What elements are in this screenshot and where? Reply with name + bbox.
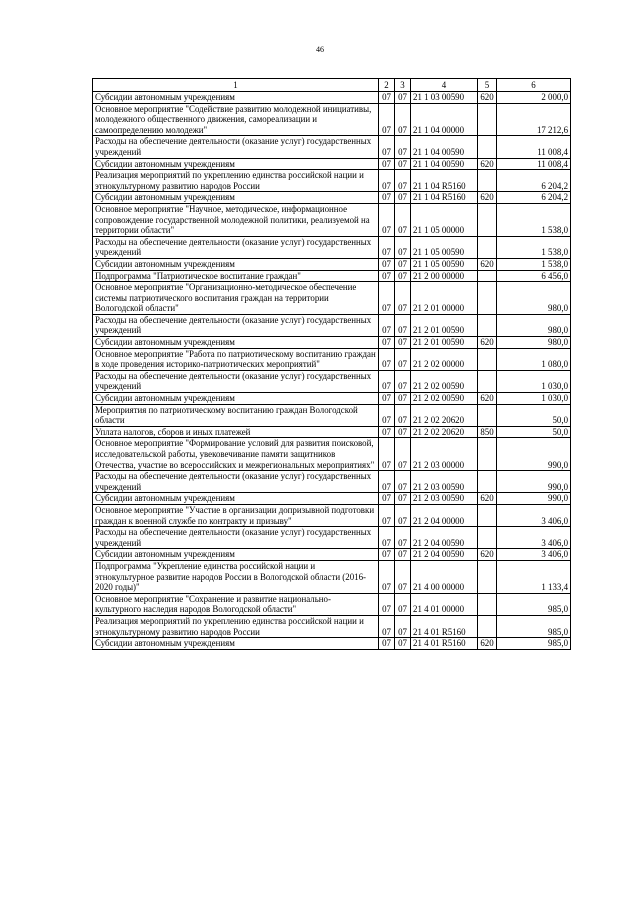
row-section: 07 bbox=[379, 203, 395, 236]
row-code: 21 4 00 00000 bbox=[411, 560, 478, 593]
budget-table-body bbox=[93, 92, 571, 650]
table-row bbox=[93, 203, 571, 236]
row-expense-type: 620 bbox=[478, 493, 497, 505]
row-name: Субсидии автономным учреждениям bbox=[93, 337, 379, 349]
row-expense-type bbox=[478, 348, 497, 370]
row-amount: 3 406,0 bbox=[497, 549, 571, 561]
row-expense-type: 620 bbox=[478, 92, 497, 104]
row-subsection: 07 bbox=[395, 438, 411, 471]
table-row bbox=[93, 615, 571, 637]
row-subsection: 07 bbox=[395, 426, 411, 438]
row-code: 21 2 04 00590 bbox=[411, 527, 478, 549]
row-section: 07 bbox=[379, 504, 395, 526]
row-section: 07 bbox=[379, 270, 395, 282]
row-code: 21 4 01 00000 bbox=[411, 593, 478, 615]
row-subsection: 07 bbox=[395, 471, 411, 493]
row-section: 07 bbox=[379, 393, 395, 405]
row-code: 21 1 04 00590 bbox=[411, 136, 478, 158]
row-subsection: 07 bbox=[395, 337, 411, 349]
row-amount: 985,0 bbox=[497, 638, 571, 650]
header-cell-name: 1 bbox=[93, 79, 379, 92]
row-name: Субсидии автономным учреждениям bbox=[93, 92, 379, 104]
table-row bbox=[93, 593, 571, 615]
row-code: 21 2 04 00590 bbox=[411, 549, 478, 561]
row-amount: 1 538,0 bbox=[497, 203, 571, 236]
row-code: 21 1 04 R5160 bbox=[411, 170, 478, 192]
table-row bbox=[93, 348, 571, 370]
row-name: Основное мероприятие "Сохранение и развитие национально-культурного наследия народов Вологодской области" bbox=[93, 593, 379, 615]
row-expense-type bbox=[478, 270, 497, 282]
row-code: 21 2 02 00590 bbox=[411, 393, 478, 405]
header-cell-subsection: 3 bbox=[395, 79, 411, 92]
row-name: Субсидии автономным учреждениям bbox=[93, 638, 379, 650]
row-expense-type bbox=[478, 404, 497, 426]
table-row bbox=[93, 527, 571, 549]
row-name: Основное мероприятие "Участие в организации допризывной подготовки граждан к военной службе по контракту и призыву" bbox=[93, 504, 379, 526]
row-subsection: 07 bbox=[395, 170, 411, 192]
row-amount: 1 080,0 bbox=[497, 348, 571, 370]
row-section: 07 bbox=[379, 370, 395, 392]
table-row bbox=[93, 370, 571, 392]
table-row bbox=[93, 136, 571, 158]
row-name: Субсидии автономным учреждениям bbox=[93, 192, 379, 204]
table-row bbox=[93, 549, 571, 561]
row-expense-type bbox=[478, 170, 497, 192]
row-section: 07 bbox=[379, 638, 395, 650]
row-name: Основное мероприятие "Содействие развитию молодежной инициативы, молодежного общественного движения, самореализации и самоопределению молодежи" bbox=[93, 103, 379, 136]
row-amount: 990,0 bbox=[497, 471, 571, 493]
row-amount: 990,0 bbox=[497, 493, 571, 505]
row-expense-type bbox=[478, 282, 497, 315]
row-amount: 11 008,4 bbox=[497, 136, 571, 158]
row-subsection: 07 bbox=[395, 493, 411, 505]
table-row bbox=[93, 192, 571, 204]
row-code: 21 2 03 00590 bbox=[411, 471, 478, 493]
row-section: 07 bbox=[379, 527, 395, 549]
row-code: 21 2 02 20620 bbox=[411, 426, 478, 438]
row-subsection: 07 bbox=[395, 103, 411, 136]
row-code: 21 1 05 00590 bbox=[411, 258, 478, 270]
row-expense-type bbox=[478, 314, 497, 336]
row-name: Субсидии автономным учреждениям bbox=[93, 393, 379, 405]
table-row bbox=[93, 560, 571, 593]
row-amount: 17 212,6 bbox=[497, 103, 571, 136]
table-row bbox=[93, 638, 571, 650]
row-section: 07 bbox=[379, 136, 395, 158]
row-subsection: 07 bbox=[395, 593, 411, 615]
table-row bbox=[93, 404, 571, 426]
row-amount: 980,0 bbox=[497, 314, 571, 336]
row-code: 21 2 04 00000 bbox=[411, 504, 478, 526]
row-section: 07 bbox=[379, 348, 395, 370]
row-section: 07 bbox=[379, 158, 395, 170]
row-name: Реализация мероприятий по укреплению единства российской нации и этнокультурному развитию народов России bbox=[93, 170, 379, 192]
header-cell-section: 2 bbox=[379, 79, 395, 92]
table-row bbox=[93, 282, 571, 315]
row-subsection: 07 bbox=[395, 314, 411, 336]
row-subsection: 07 bbox=[395, 404, 411, 426]
row-section: 07 bbox=[379, 314, 395, 336]
row-name: Расходы на обеспечение деятельности (оказание услуг) государственных учреждений bbox=[93, 527, 379, 549]
header-row bbox=[93, 79, 571, 92]
row-code: 21 2 02 00590 bbox=[411, 370, 478, 392]
row-section: 07 bbox=[379, 593, 395, 615]
row-expense-type bbox=[478, 103, 497, 136]
row-amount: 980,0 bbox=[497, 337, 571, 349]
row-expense-type: 620 bbox=[478, 192, 497, 204]
row-section: 07 bbox=[379, 438, 395, 471]
table-row bbox=[93, 471, 571, 493]
row-section: 07 bbox=[379, 258, 395, 270]
row-name: Основное мероприятие "Организационно-методическое обеспечение системы патриотического воспитания граждан на территории Вологодской области" bbox=[93, 282, 379, 315]
row-expense-type bbox=[478, 370, 497, 392]
row-amount: 3 406,0 bbox=[497, 527, 571, 549]
header-cell-code: 4 bbox=[411, 79, 478, 92]
row-code: 21 2 01 00590 bbox=[411, 337, 478, 349]
row-subsection: 07 bbox=[395, 615, 411, 637]
table-row bbox=[93, 337, 571, 349]
row-code: 21 4 01 R5160 bbox=[411, 615, 478, 637]
row-amount: 1 538,0 bbox=[497, 236, 571, 258]
row-name: Расходы на обеспечение деятельности (оказание услуг) государственных учреждений bbox=[93, 236, 379, 258]
row-name: Субсидии автономным учреждениям bbox=[93, 549, 379, 561]
row-code: 21 2 02 00000 bbox=[411, 348, 478, 370]
row-name: Субсидии автономным учреждениям bbox=[93, 258, 379, 270]
table-row bbox=[93, 314, 571, 336]
row-name: Подпрограмма "Укрепление единства российской нации и этнокультурное развитие народов России в Вологодской области (2016-2020 годы)" bbox=[93, 560, 379, 593]
table-row bbox=[93, 236, 571, 258]
row-expense-type: 850 bbox=[478, 426, 497, 438]
row-subsection: 07 bbox=[395, 282, 411, 315]
row-expense-type bbox=[478, 471, 497, 493]
row-name: Основное мероприятие "Работа по патриотическому воспитанию граждан в ходе проведения историко-патриотических мероприятий" bbox=[93, 348, 379, 370]
row-expense-type bbox=[478, 527, 497, 549]
row-section: 07 bbox=[379, 236, 395, 258]
row-subsection: 07 bbox=[395, 527, 411, 549]
row-section: 07 bbox=[379, 615, 395, 637]
row-amount: 50,0 bbox=[497, 426, 571, 438]
row-subsection: 07 bbox=[395, 236, 411, 258]
row-amount: 2 000,0 bbox=[497, 92, 571, 104]
row-code: 21 2 03 00000 bbox=[411, 438, 478, 471]
table-row bbox=[93, 426, 571, 438]
row-subsection: 07 bbox=[395, 560, 411, 593]
row-code: 21 2 01 00000 bbox=[411, 282, 478, 315]
row-amount: 6 204,2 bbox=[497, 170, 571, 192]
row-code: 21 1 05 00590 bbox=[411, 236, 478, 258]
row-amount: 50,0 bbox=[497, 404, 571, 426]
row-code: 21 1 04 00590 bbox=[411, 158, 478, 170]
row-expense-type bbox=[478, 203, 497, 236]
row-name: Основное мероприятие "Научное, методическое, информационное сопровождение государственной молодежной политики, реализуемой на территории области" bbox=[93, 203, 379, 236]
row-amount: 11 008,4 bbox=[497, 158, 571, 170]
row-amount: 990,0 bbox=[497, 438, 571, 471]
table-row bbox=[93, 258, 571, 270]
page-number: 46 bbox=[316, 45, 324, 54]
row-expense-type: 620 bbox=[478, 638, 497, 650]
row-amount: 985,0 bbox=[497, 593, 571, 615]
row-section: 07 bbox=[379, 560, 395, 593]
row-name: Мероприятия по патриотическому воспитанию граждан Вологодской области bbox=[93, 404, 379, 426]
row-amount: 1 133,4 bbox=[497, 560, 571, 593]
row-name: Уплата налогов, сборов и иных платежей bbox=[93, 426, 379, 438]
row-code: 21 4 01 R5160 bbox=[411, 638, 478, 650]
row-expense-type: 620 bbox=[478, 393, 497, 405]
row-subsection: 07 bbox=[395, 258, 411, 270]
row-name: Расходы на обеспечение деятельности (оказание услуг) государственных учреждений bbox=[93, 314, 379, 336]
table-row bbox=[93, 438, 571, 471]
row-name: Расходы на обеспечение деятельности (оказание услуг) государственных учреждений bbox=[93, 136, 379, 158]
row-section: 07 bbox=[379, 282, 395, 315]
row-expense-type bbox=[478, 136, 497, 158]
row-name: Подпрограмма "Патриотическое воспитание граждан" bbox=[93, 270, 379, 282]
row-expense-type bbox=[478, 236, 497, 258]
row-section: 07 bbox=[379, 337, 395, 349]
header-cell-amount: 6 bbox=[497, 79, 571, 92]
row-subsection: 07 bbox=[395, 136, 411, 158]
row-section: 07 bbox=[379, 92, 395, 104]
row-name: Субсидии автономным учреждениям bbox=[93, 158, 379, 170]
table-row bbox=[93, 158, 571, 170]
row-expense-type: 620 bbox=[478, 158, 497, 170]
table-row bbox=[93, 270, 571, 282]
row-section: 07 bbox=[379, 426, 395, 438]
row-section: 07 bbox=[379, 192, 395, 204]
row-code: 21 2 03 00590 bbox=[411, 493, 478, 505]
row-subsection: 07 bbox=[395, 158, 411, 170]
row-amount: 6 456,0 bbox=[497, 270, 571, 282]
row-subsection: 07 bbox=[395, 192, 411, 204]
row-section: 07 bbox=[379, 170, 395, 192]
row-section: 07 bbox=[379, 471, 395, 493]
row-amount: 1 030,0 bbox=[497, 370, 571, 392]
row-expense-type bbox=[478, 560, 497, 593]
row-amount: 985,0 bbox=[497, 615, 571, 637]
row-subsection: 07 bbox=[395, 348, 411, 370]
row-code: 21 2 00 00000 bbox=[411, 270, 478, 282]
row-amount: 980,0 bbox=[497, 282, 571, 315]
row-expense-type bbox=[478, 615, 497, 637]
row-subsection: 07 bbox=[395, 504, 411, 526]
row-expense-type bbox=[478, 438, 497, 471]
row-name: Расходы на обеспечение деятельности (оказание услуг) государственных учреждений bbox=[93, 370, 379, 392]
budget-table bbox=[92, 78, 571, 650]
table-row bbox=[93, 393, 571, 405]
row-section: 07 bbox=[379, 404, 395, 426]
table-row bbox=[93, 493, 571, 505]
row-expense-type bbox=[478, 504, 497, 526]
row-name: Субсидии автономным учреждениям bbox=[93, 493, 379, 505]
row-expense-type: 620 bbox=[478, 549, 497, 561]
table-row bbox=[93, 170, 571, 192]
row-subsection: 07 bbox=[395, 92, 411, 104]
header-cell-type: 5 bbox=[478, 79, 497, 92]
row-expense-type: 620 bbox=[478, 337, 497, 349]
row-expense-type: 620 bbox=[478, 258, 497, 270]
row-name: Основное мероприятие "Формирование условий для развития поисковой, исследовательской работы, увековечивание памяти защитников Отечества, участие во всероссийских и межрегиональных мероприятиях" bbox=[93, 438, 379, 471]
row-section: 07 bbox=[379, 493, 395, 505]
row-code: 21 1 04 R5160 bbox=[411, 192, 478, 204]
row-code: 21 1 03 00590 bbox=[411, 92, 478, 104]
row-amount: 1 030,0 bbox=[497, 393, 571, 405]
row-amount: 1 538,0 bbox=[497, 258, 571, 270]
row-section: 07 bbox=[379, 549, 395, 561]
row-code: 21 2 02 20620 bbox=[411, 404, 478, 426]
row-amount: 6 204,2 bbox=[497, 192, 571, 204]
row-code: 21 2 01 00590 bbox=[411, 314, 478, 336]
row-code: 21 1 05 00000 bbox=[411, 203, 478, 236]
row-subsection: 07 bbox=[395, 638, 411, 650]
row-section: 07 bbox=[379, 103, 395, 136]
row-subsection: 07 bbox=[395, 393, 411, 405]
row-subsection: 07 bbox=[395, 370, 411, 392]
row-expense-type bbox=[478, 593, 497, 615]
row-name: Реализация мероприятий по укреплению единства российской нации и этнокультурному развитию народов России bbox=[93, 615, 379, 637]
row-subsection: 07 bbox=[395, 203, 411, 236]
row-subsection: 07 bbox=[395, 549, 411, 561]
table-row bbox=[93, 103, 571, 136]
row-name: Расходы на обеспечение деятельности (оказание услуг) государственных учреждений bbox=[93, 471, 379, 493]
row-code: 21 1 04 00000 bbox=[411, 103, 478, 136]
row-subsection: 07 bbox=[395, 270, 411, 282]
row-amount: 3 406,0 bbox=[497, 504, 571, 526]
table-row bbox=[93, 504, 571, 526]
table-row bbox=[93, 92, 571, 104]
